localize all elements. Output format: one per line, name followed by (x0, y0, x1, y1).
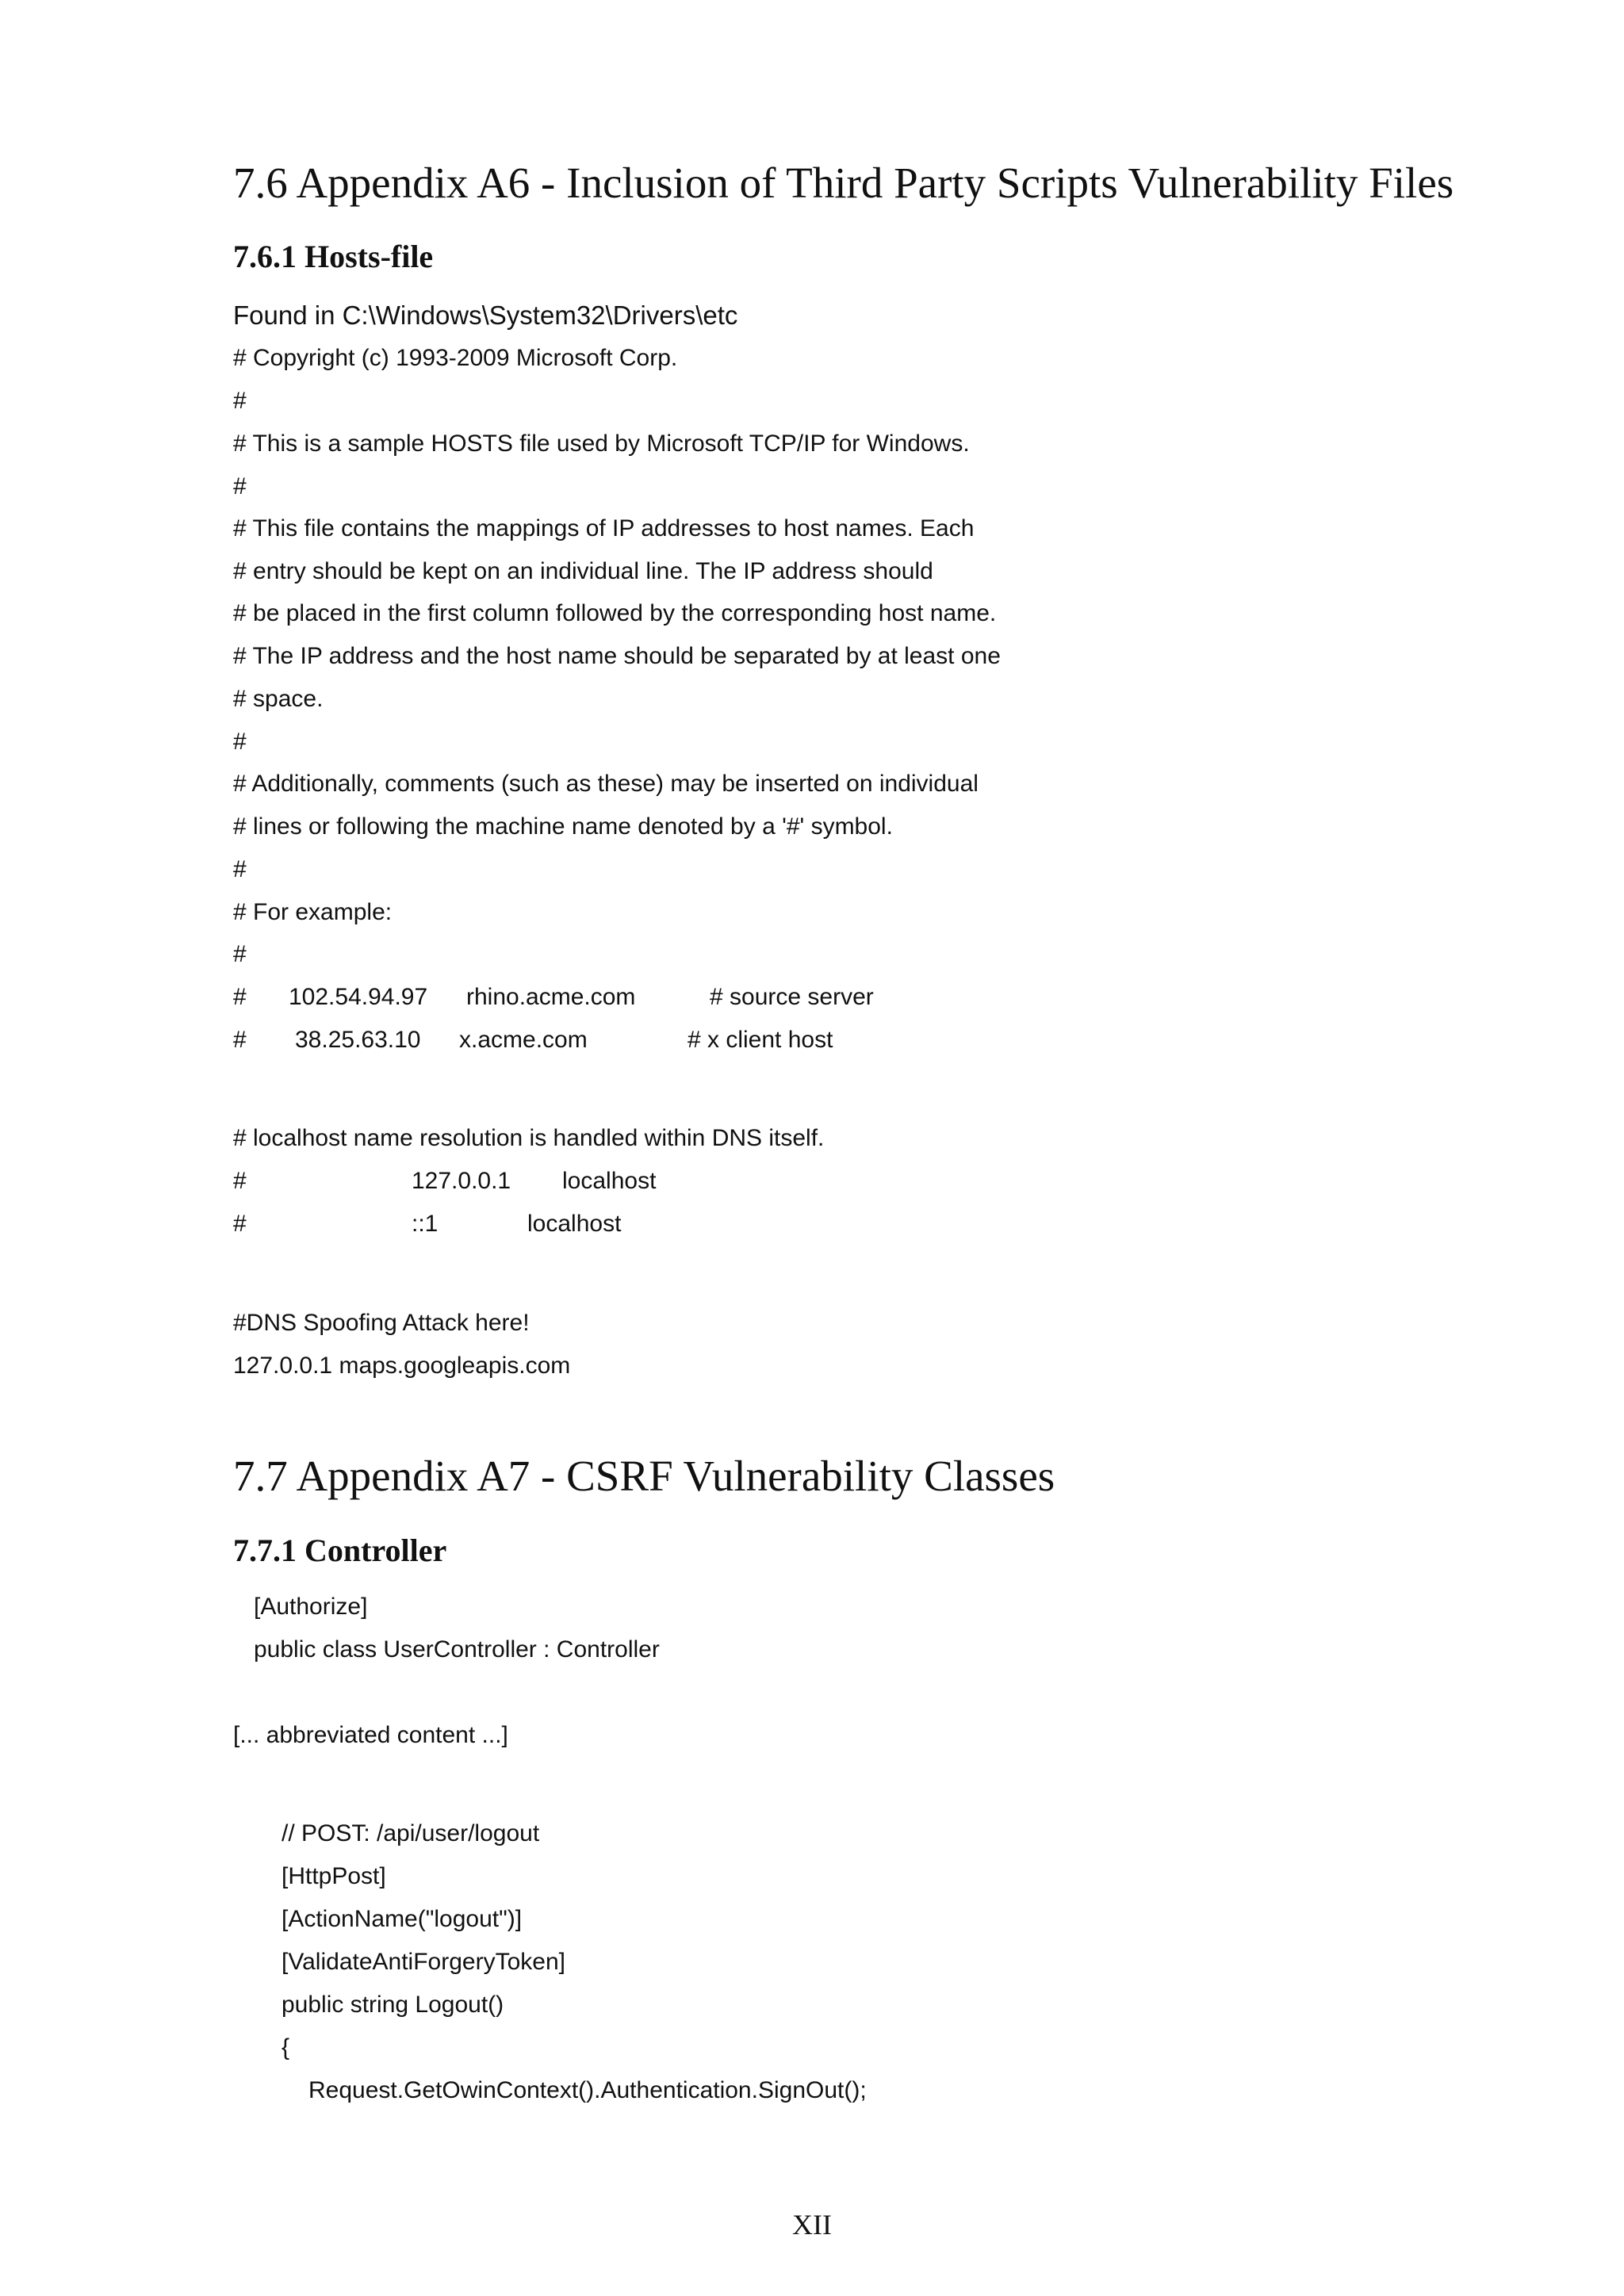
hosts-line: # entry should be kept on an individual line. The IP address should (233, 558, 933, 584)
code-line: public class UserController : Controller (254, 1636, 660, 1663)
spoof-comment: #DNS Spoofing Attack here! (233, 1310, 530, 1336)
example-comment: # source server (710, 984, 874, 1010)
subsection-heading-7-6-1: 7.6.1 Hosts-file (233, 239, 434, 274)
localhost-ip: ::1 (412, 1211, 439, 1237)
localhost-row (0, 1169, 1624, 1198)
code-line: Request.GetOwinContext().Authentication.SignOut(); (308, 2077, 867, 2103)
hosts-line: # This file contains the mappings of IP addresses to host names. Each (233, 515, 975, 541)
hosts-line: # For example: (233, 899, 393, 925)
hosts-line: # This is a sample HOSTS file used by Microsoft TCP/IP for Windows. (233, 430, 970, 457)
comment-hash: # (233, 1168, 247, 1194)
localhost-comment: # localhost name resolution is handled within DNS itself. (233, 1125, 825, 1151)
spoof-entry: 127.0.0.1 maps.googleapis.com (233, 1353, 571, 1379)
localhost-row (0, 1212, 1624, 1241)
hosts-file-location: Found in C:\Windows\System32\Drivers\etc (233, 300, 738, 330)
comment-hash: # (233, 984, 247, 1010)
example-host: rhino.acme.com (466, 984, 636, 1010)
code-line: // POST: /api/user/logout (282, 1820, 540, 1846)
example-host: x.acme.com (459, 1027, 588, 1053)
comment-hash: # (233, 1027, 247, 1053)
code-line: [HttpPost] (282, 1863, 386, 1889)
example-ip: 38.25.63.10 (295, 1027, 421, 1053)
section-heading-7-7: 7.7 Appendix A7 - CSRF Vulnerability Classes (233, 1452, 1055, 1500)
code-line: [ActionName("logout")] (282, 1906, 523, 1932)
hosts-line: # (233, 856, 247, 882)
localhost-host: localhost (562, 1168, 657, 1194)
page-number: XII (792, 2209, 832, 2241)
hosts-line: # Copyright (c) 1993-2009 Microsoft Corp. (233, 345, 678, 371)
hosts-line: # (233, 388, 247, 414)
code-line: [Authorize] (254, 1594, 368, 1620)
example-host-row (0, 1028, 1624, 1057)
abbreviated-note: [... abbreviated content ...] (233, 1722, 508, 1748)
example-comment: # x client host (688, 1027, 833, 1053)
subsection-heading-7-7-1: 7.7.1 Controller (233, 1533, 447, 1568)
example-ip: 102.54.94.97 (289, 984, 428, 1010)
code-line: public string Logout() (282, 1992, 504, 2018)
hosts-line: # be placed in the first column followed by the corresponding host name. (233, 600, 997, 626)
hosts-line: # (233, 729, 247, 755)
example-host-row (0, 985, 1624, 1014)
hosts-line: # space. (233, 686, 324, 712)
hosts-line: # (233, 473, 247, 499)
localhost-host: localhost (527, 1211, 622, 1237)
code-line: { (282, 2034, 290, 2061)
hosts-line: # The IP address and the host name should be separated by at least one (233, 643, 1001, 669)
code-line: [ValidateAntiForgeryToken] (282, 1949, 565, 1975)
comment-hash: # (233, 1211, 247, 1237)
localhost-ip: 127.0.0.1 (412, 1168, 511, 1194)
hosts-line: # Additionally, comments (such as these) may be inserted on individual (233, 771, 979, 797)
section-heading-7-6: 7.6 Appendix A6 - Inclusion of Third Party Scripts Vulnerability Files (233, 159, 1454, 207)
hosts-line: # lines or following the machine name denoted by a '#' symbol. (233, 813, 893, 840)
hosts-line: # (233, 941, 247, 967)
